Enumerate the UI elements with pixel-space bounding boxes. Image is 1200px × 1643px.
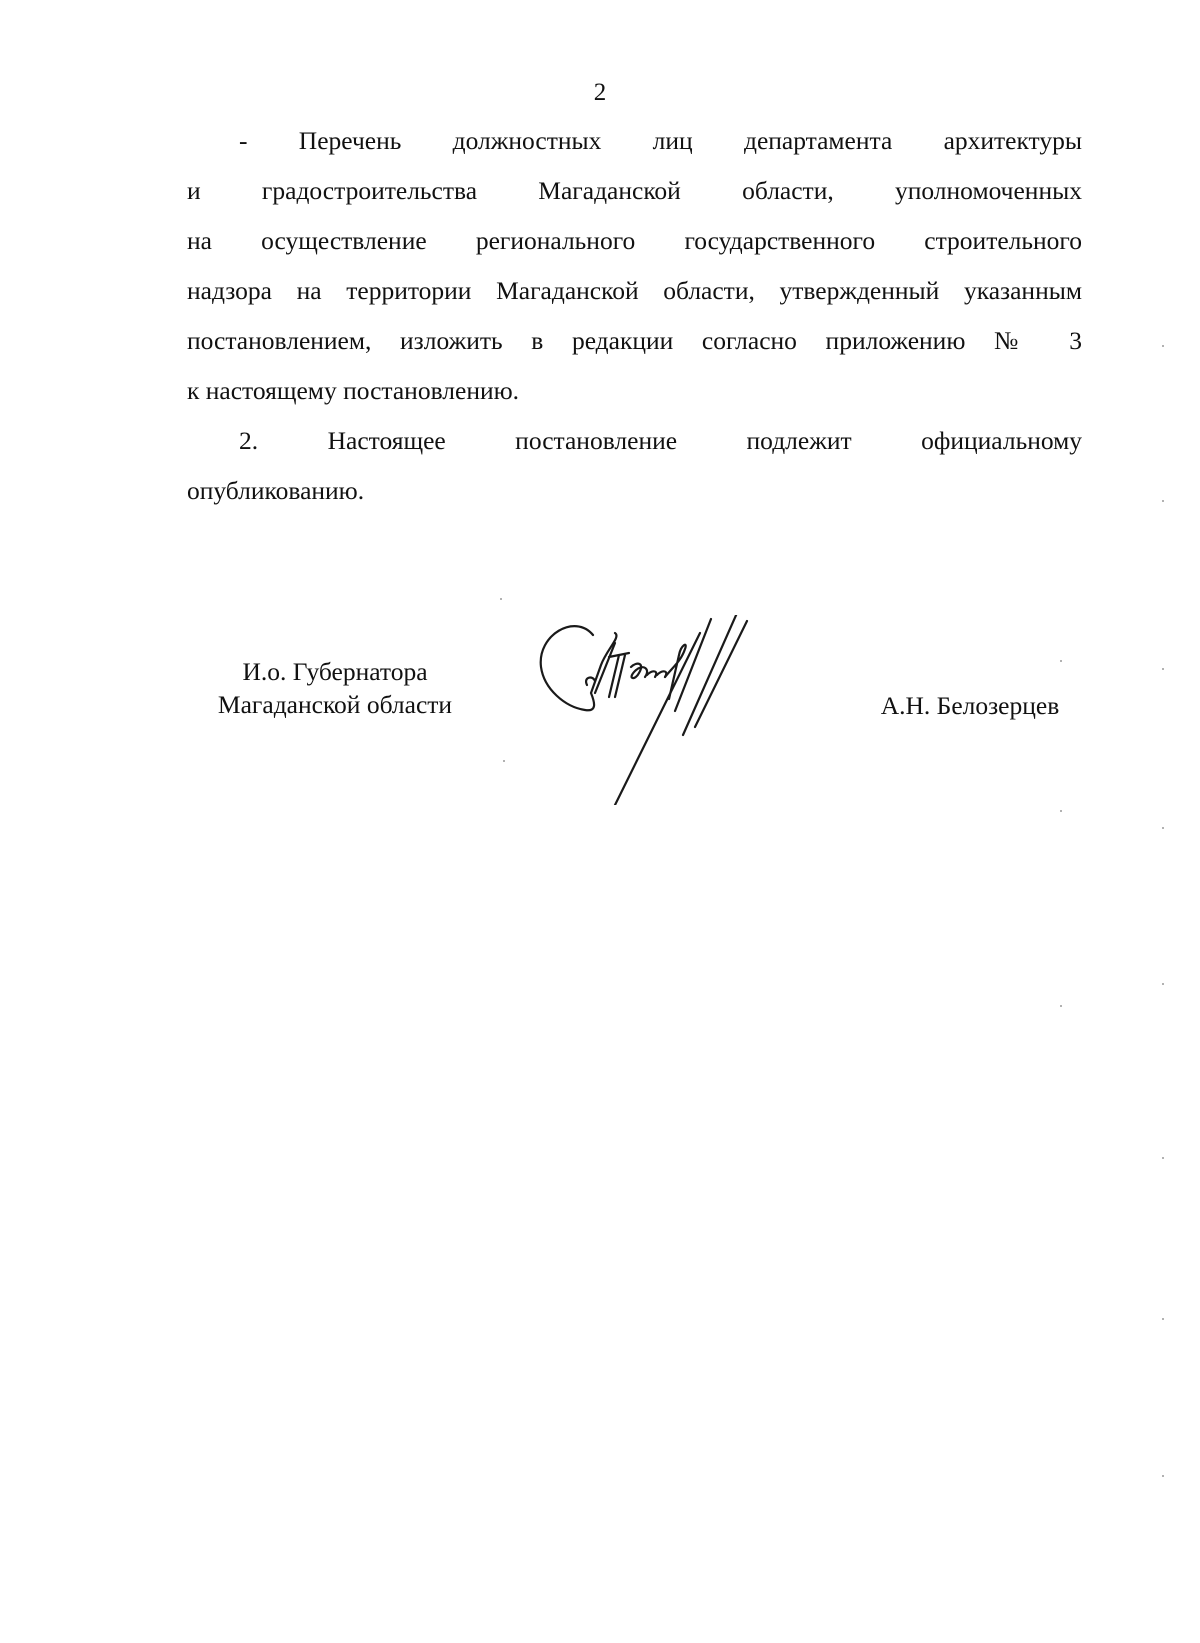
page-number: 2 xyxy=(593,79,607,106)
scan-speck xyxy=(1162,668,1164,670)
text-line: надзора на территории Магаданской области, утвержденный указанным xyxy=(187,276,1082,305)
signer-position-line: И.о. Губернатора xyxy=(242,657,428,686)
scan-speck xyxy=(1162,827,1164,829)
scan-speck xyxy=(1162,345,1164,347)
scan-speck xyxy=(1060,660,1062,662)
scan-speck xyxy=(1060,810,1062,812)
text-line: 2. Настоящее постановление подлежит официальному xyxy=(239,426,1082,455)
scan-speck xyxy=(500,598,502,600)
text-line: опубликованию. xyxy=(187,476,365,505)
signer-name: А.Н. Белозерцев xyxy=(880,691,1060,720)
text-line: на осуществление регионального государственного строительного xyxy=(187,226,1082,255)
text-line: к настоящему постановлению. xyxy=(187,376,520,405)
text-line: и градостроительства Магаданской области, уполномоченных xyxy=(187,176,1082,205)
document-body xyxy=(187,116,1082,516)
scan-speck xyxy=(1060,1005,1062,1007)
signer-position-line: Магаданской области xyxy=(217,690,453,719)
handwritten-signature xyxy=(535,615,795,805)
scan-speck xyxy=(1162,1475,1164,1477)
text-line: - Перечень должностных лиц департамента архитектуры xyxy=(239,126,1082,155)
list-item-paragraph xyxy=(187,116,1082,416)
scan-speck xyxy=(1162,500,1164,502)
item-2-paragraph xyxy=(187,416,1082,516)
signer-position xyxy=(175,655,495,721)
scan-speck xyxy=(1162,1318,1164,1320)
scan-speck xyxy=(1162,983,1164,985)
scan-speck xyxy=(1162,1157,1164,1159)
scan-speck xyxy=(503,760,505,762)
text-line: постановлением, изложить в редакции согласно приложению № 3 xyxy=(187,326,1082,355)
